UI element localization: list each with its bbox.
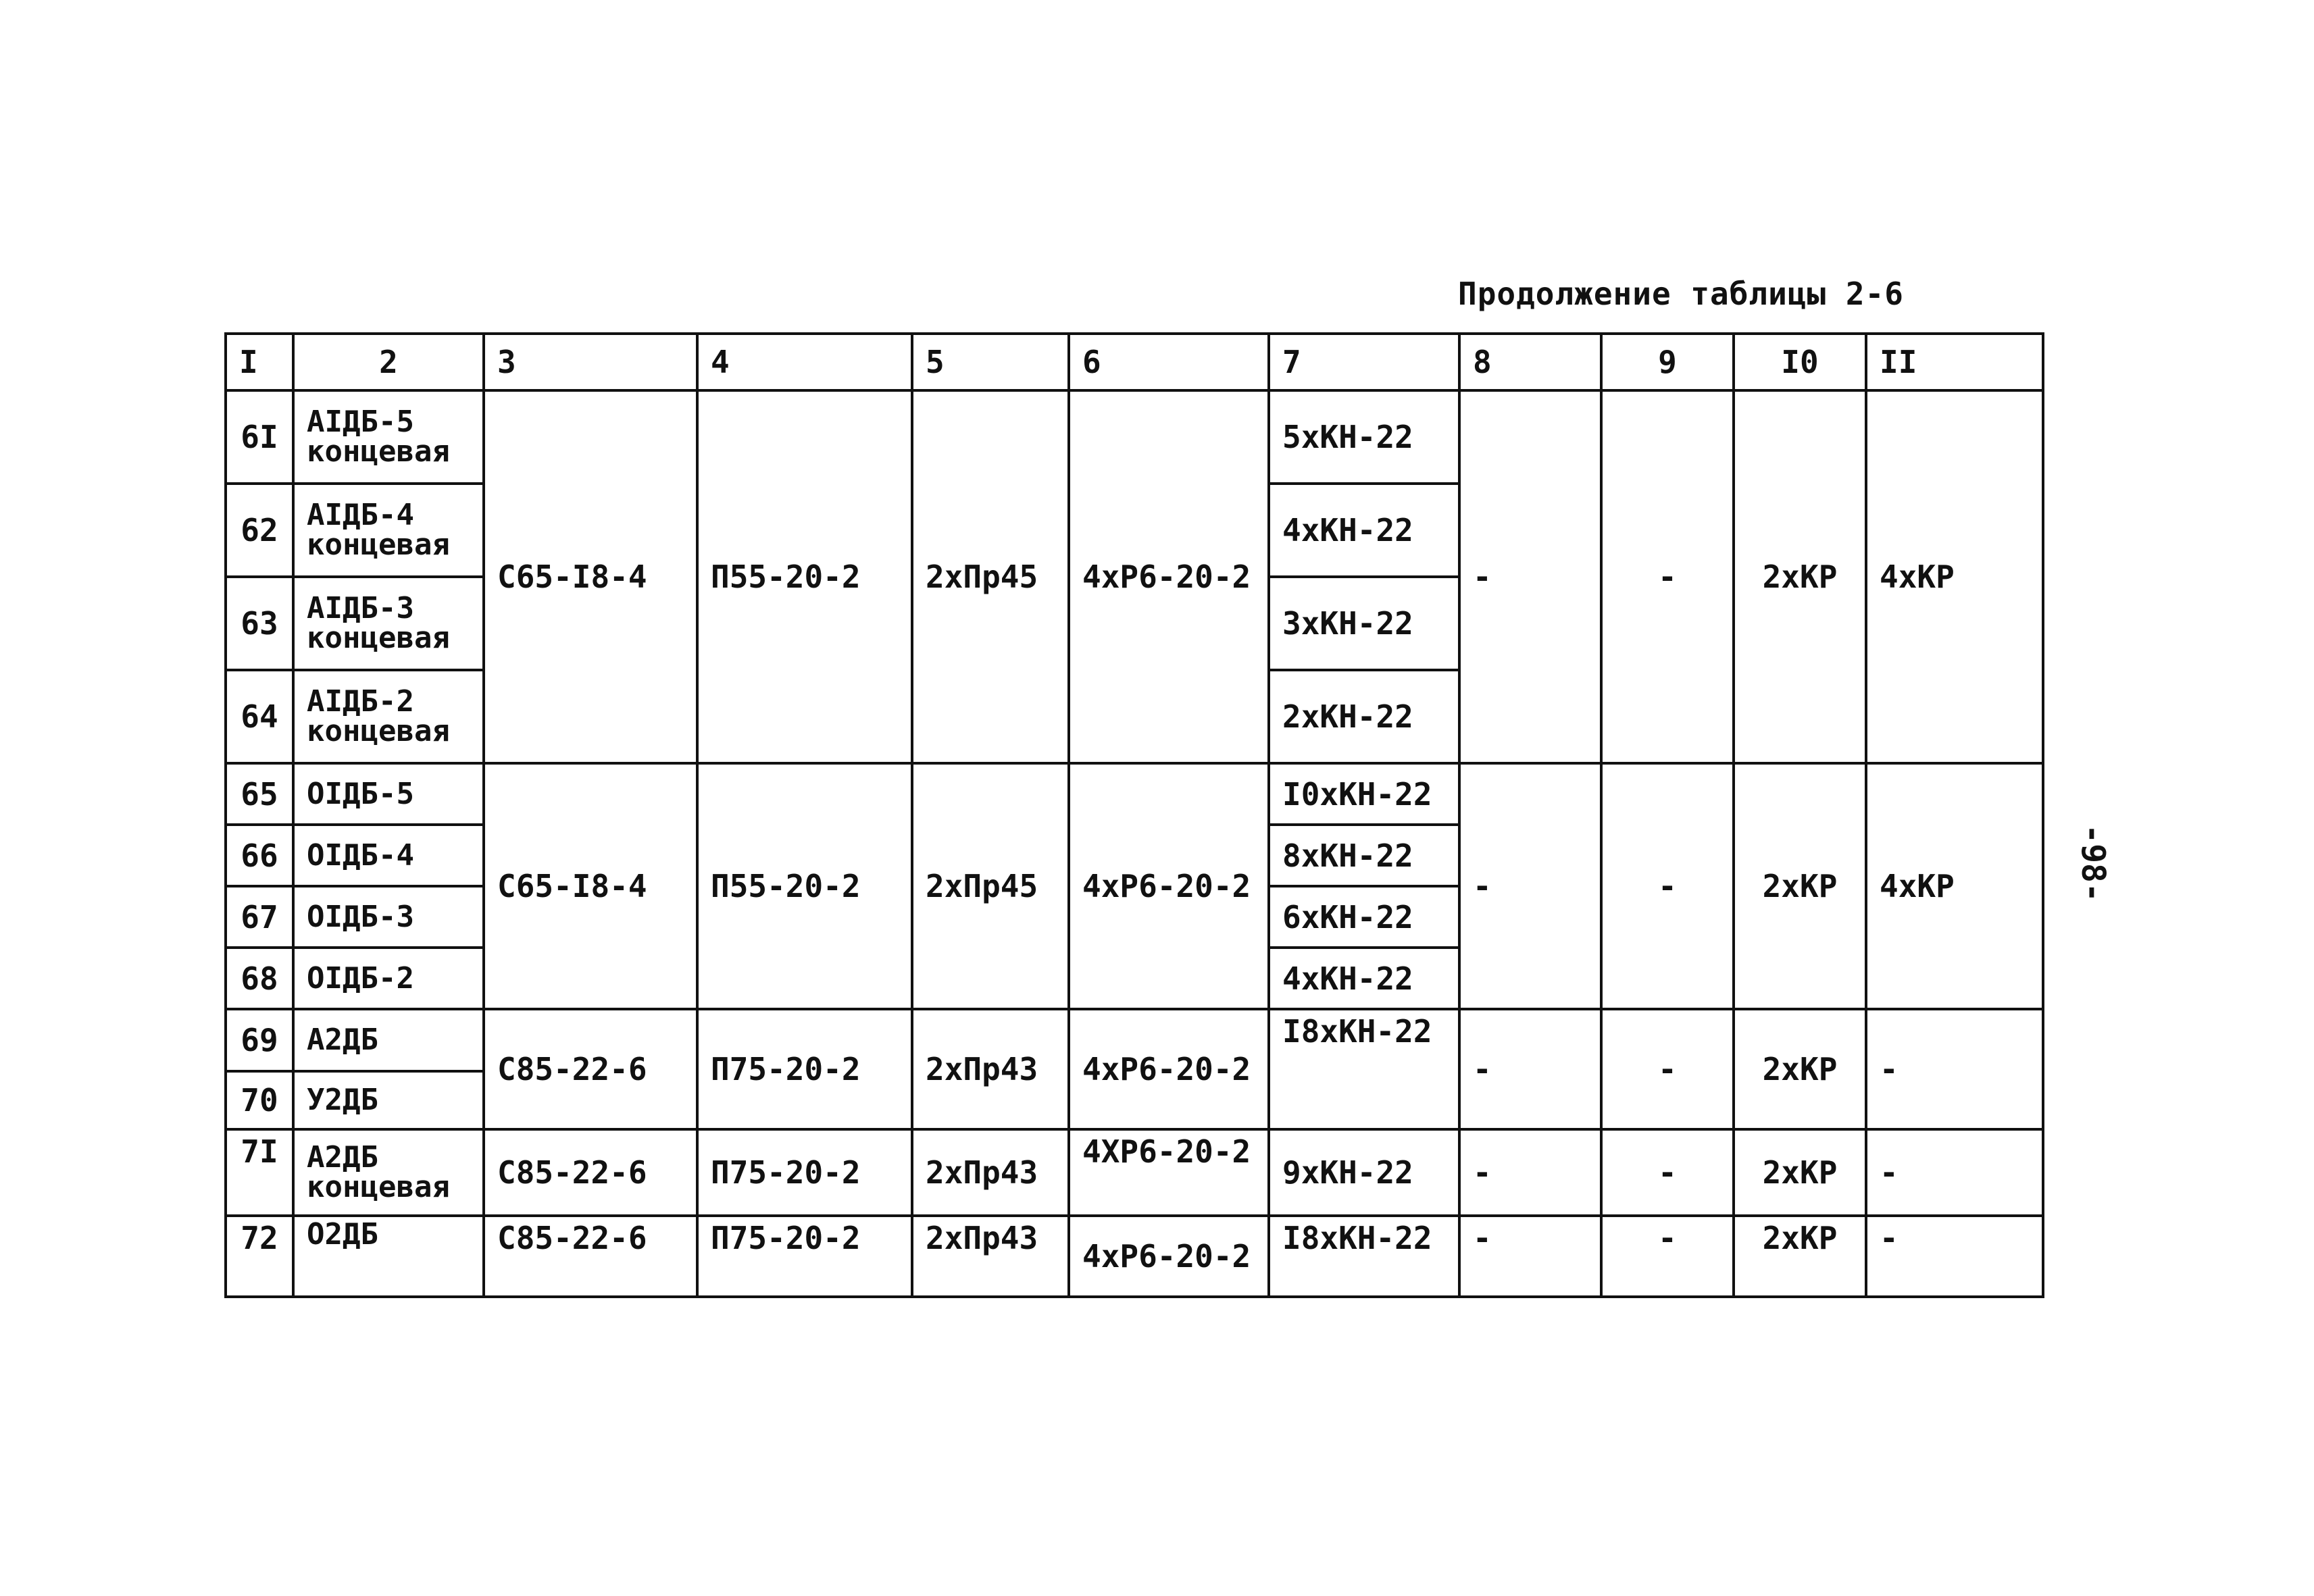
table-row: [226, 763, 2043, 825]
cell-c6: 4XP6-20-2: [1069, 1129, 1269, 1216]
cell-c9: -: [1601, 1216, 1734, 1297]
row-number: 67: [226, 886, 293, 948]
row-name: OIДБ-3: [293, 886, 484, 948]
cell-c4: П55-20-2: [697, 390, 912, 763]
cell-c11: -: [1866, 1009, 2043, 1129]
page-number: -98-: [2073, 824, 2112, 902]
specification-table: [224, 332, 2044, 1298]
cell-c8: -: [1459, 763, 1601, 1009]
cell-c5: 2xПр45: [912, 763, 1069, 1009]
column-header: 7: [1269, 334, 1459, 390]
column-header: II: [1866, 334, 2043, 390]
row-name: У2ДБ: [293, 1071, 484, 1129]
cell-c7: 9xKH-22: [1269, 1129, 1459, 1216]
row-number: 70: [226, 1071, 293, 1129]
column-header: 5: [912, 334, 1069, 390]
cell-c6: 4xP6-20-2: [1069, 1009, 1269, 1129]
cell-c9: -: [1601, 763, 1734, 1009]
row-number: 72: [226, 1216, 293, 1297]
row-name-line2: концевая: [307, 527, 450, 562]
cell-c11: -: [1866, 1129, 2043, 1216]
row-name-line1: AIДБ-5: [307, 405, 414, 439]
cell-c10: 2xKP: [1734, 763, 1866, 1009]
row-name: [293, 484, 484, 577]
cell-c5: 2xПр43: [912, 1216, 1069, 1297]
cell-c9: -: [1601, 1129, 1734, 1216]
row-name-line1: AIДБ-2: [307, 684, 414, 719]
cell-c6: 4xP6-20-2: [1069, 1216, 1269, 1297]
row-name: [293, 1129, 484, 1216]
cell-c6: 4xP6-20-2: [1069, 763, 1269, 1009]
cell-c8: -: [1459, 1009, 1601, 1129]
cell-c9: -: [1601, 390, 1734, 763]
row-name-line2: концевая: [307, 621, 450, 655]
row-name: OIДБ-4: [293, 825, 484, 886]
cell-c9: -: [1601, 1009, 1734, 1129]
table-row: [226, 1129, 2043, 1216]
cell-c4: П75-20-2: [697, 1216, 912, 1297]
cell-c11: -: [1866, 1216, 2043, 1297]
cell-c4: П75-20-2: [697, 1009, 912, 1129]
cell-c5: 2xПр43: [912, 1009, 1069, 1129]
row-name: A2ДБ: [293, 1009, 484, 1071]
table-row: [226, 390, 2043, 484]
row-number: 66: [226, 825, 293, 886]
cell-c3: C85-22-6: [484, 1216, 697, 1297]
cell-c4: П55-20-2: [697, 763, 912, 1009]
row-number: 62: [226, 484, 293, 577]
cell-c7: 4xKH-22: [1269, 948, 1459, 1009]
cell-c3: C65-I8-4: [484, 390, 697, 763]
cell-c10: 2xKP: [1734, 1216, 1866, 1297]
row-name-line1: A2ДБ: [307, 1140, 378, 1175]
table-row: [226, 1216, 2043, 1297]
cell-c7: 8xKH-22: [1269, 825, 1459, 886]
cell-c10: 2xKP: [1734, 1009, 1866, 1129]
cell-c7: I8xKH-22: [1269, 1216, 1459, 1297]
column-header: I: [226, 334, 293, 390]
cell-c6: 4xP6-20-2: [1069, 390, 1269, 763]
row-name-line2: концевая: [307, 1170, 450, 1204]
cell-c10: 2xKP: [1734, 390, 1866, 763]
row-name: [293, 670, 484, 763]
cell-c7: I0xKH-22: [1269, 763, 1459, 825]
column-header: 9: [1601, 334, 1734, 390]
cell-c5: 2xПр45: [912, 390, 1069, 763]
cell-c7: 5xKH-22: [1269, 390, 1459, 484]
cell-c7: 4xKH-22: [1269, 484, 1459, 577]
row-name-line1: AIДБ-4: [307, 498, 414, 532]
row-name: [293, 577, 484, 670]
column-header: 4: [697, 334, 912, 390]
cell-c7: 6xKH-22: [1269, 886, 1459, 948]
column-header: 2: [293, 334, 484, 390]
cell-c11: 4xKP: [1866, 763, 2043, 1009]
cell-c3: C85-22-6: [484, 1129, 697, 1216]
column-header: 6: [1069, 334, 1269, 390]
row-number: 63: [226, 577, 293, 670]
table-caption: Продолжение таблицы 2-6: [1458, 276, 1904, 312]
cell-c8: -: [1459, 390, 1601, 763]
cell-c8: -: [1459, 1129, 1601, 1216]
cell-c7: 2xKH-22: [1269, 670, 1459, 763]
column-header: 8: [1459, 334, 1601, 390]
cell-c3: C65-I8-4: [484, 763, 697, 1009]
table-row: [226, 1009, 2043, 1071]
row-name: O2ДБ: [293, 1216, 484, 1297]
row-name: OIДБ-5: [293, 763, 484, 825]
cell-c3: C85-22-6: [484, 1009, 697, 1129]
header-row: [226, 334, 2043, 390]
row-number: 6I: [226, 390, 293, 484]
row-number: 69: [226, 1009, 293, 1071]
cell-c7: 3xKH-22: [1269, 577, 1459, 670]
row-number: 68: [226, 948, 293, 1009]
row-number: 7I: [226, 1129, 293, 1216]
row-name-line2: концевая: [307, 714, 450, 748]
cell-c5: 2xПр43: [912, 1129, 1069, 1216]
cell-c4: П75-20-2: [697, 1129, 912, 1216]
row-name: [293, 390, 484, 484]
cell-c7: I8xKH-22: [1269, 1009, 1459, 1129]
row-name: OIДБ-2: [293, 948, 484, 1009]
cell-c8: -: [1459, 1216, 1601, 1297]
column-header: I0: [1734, 334, 1866, 390]
row-name-line1: AIДБ-3: [307, 591, 414, 625]
cell-c10: 2xKP: [1734, 1129, 1866, 1216]
row-name-line2: концевая: [307, 434, 450, 469]
row-number: 64: [226, 670, 293, 763]
row-number: 65: [226, 763, 293, 825]
cell-c11: 4xKP: [1866, 390, 2043, 763]
column-header: 3: [484, 334, 697, 390]
